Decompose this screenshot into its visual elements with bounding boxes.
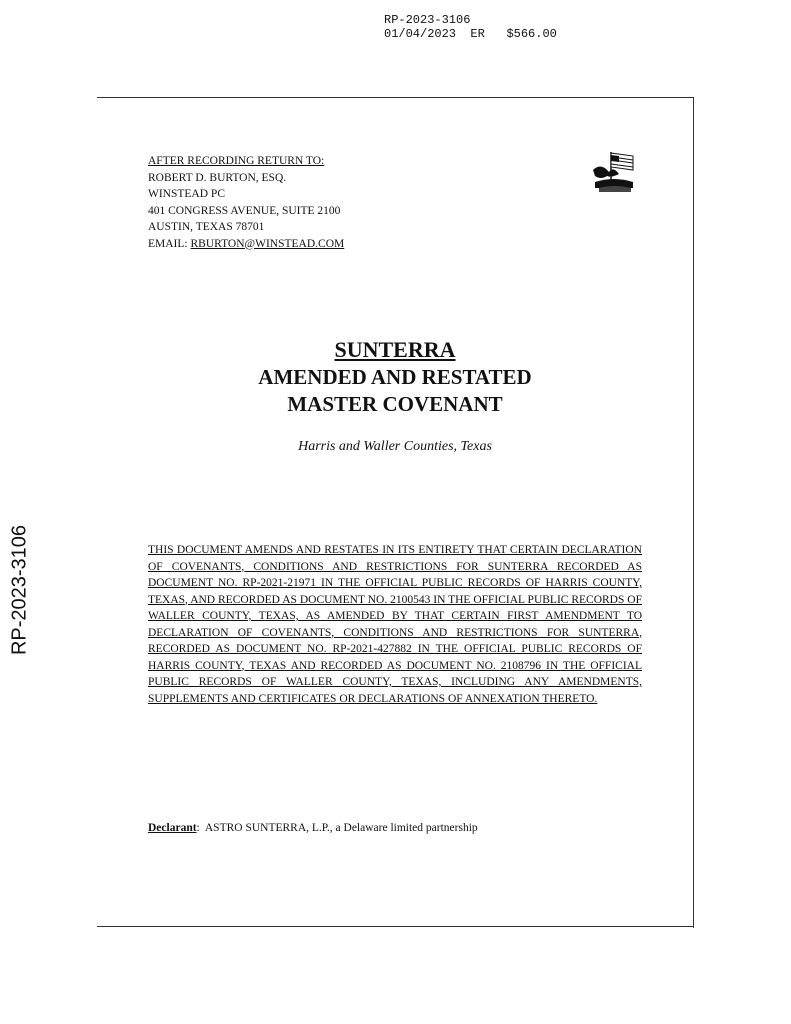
flag-eagle-seal-icon bbox=[589, 148, 639, 194]
recording-stamp bbox=[384, 13, 557, 41]
return-line-firm: WINSTEAD PC bbox=[148, 188, 225, 200]
return-line-city: AUSTIN, TEXAS 78701 bbox=[148, 221, 265, 233]
declarant-line bbox=[148, 822, 478, 834]
stamp-doc-number: RP-2023-3106 bbox=[384, 13, 471, 27]
stamp-clerk: ER bbox=[470, 27, 485, 41]
title-line-3: MASTER COVENANT bbox=[287, 392, 503, 416]
return-line-street: 401 CONGRESS AVENUE, SUITE 2100 bbox=[148, 204, 341, 217]
stamp-fee: $566.00 bbox=[506, 27, 557, 41]
declarant-colon: : bbox=[196, 822, 200, 834]
declarant-value: ASTRO SUNTERRA, L.P., a Delaware limited partnership bbox=[204, 822, 478, 834]
return-line-name: ROBERT D. BURTON, ESQ. bbox=[148, 171, 287, 184]
email-label: EMAIL: bbox=[148, 237, 188, 250]
email-link[interactable]: RBURTON@WINSTEAD.COM bbox=[190, 237, 345, 250]
document-title-block bbox=[97, 336, 693, 418]
title-line-2: AMENDED AND RESTATED bbox=[258, 365, 532, 389]
stamp-date: 01/04/2023 bbox=[384, 27, 457, 41]
amendment-notice: THIS DOCUMENT AMENDS AND RESTATES IN ITS ENTIRETY THAT CERTAIN DECLARATION OF COVENANTS, CONDITIONS AND RESTRICTIONS FOR SUNTERRA RECORDED AS DOCUMENT NO. RP-2021-21971 IN THE OFFICIAL PUBLIC RECORDS OF HARRIS COUNTY, TEXAS, AND RECORDED AS DOCUMENT NO. 2100543 IN THE OFFICIAL PUBLIC RECORDS OF WALLER COUNTY, TEXAS, AS AMENDED BY THAT CERTAIN FIRST AMENDMENT TO DECLARATION OF COVENANTS, CONDITIONS AND RESTRICTIONS FOR SUNTERRA, RECORDED AS DOCUMENT NO. RP-2021-427882 IN THE OFFICIAL PUBLIC RECORDS OF HARRIS COUNTY, TEXAS AND RECORDED AS DOCUMENT NO. 2108796 IN THE OFFICIAL PUBLIC RECORDS OF WALLER COUNTY, TEXAS, INCLUDING ANY AMENDMENTS, SUPPLEMENTS AND CERTIFICATES OR DECLARATIONS OF ANNEXATION THERETO. bbox=[148, 544, 642, 705]
return-email-line bbox=[148, 236, 344, 253]
side-document-label bbox=[0, 510, 40, 670]
page-bottom-rule bbox=[97, 926, 694, 927]
stamp-date-line bbox=[384, 27, 557, 41]
title-line-1: SUNTERRA bbox=[334, 337, 456, 362]
counties-subtitle: Harris and Waller Counties, Texas bbox=[298, 439, 492, 454]
side-document-number: RP-2023-3106 bbox=[8, 524, 31, 656]
return-address-block bbox=[148, 153, 344, 252]
declarant-label: Declarant bbox=[148, 822, 197, 834]
return-heading: AFTER RECORDING RETURN TO: bbox=[148, 155, 325, 167]
